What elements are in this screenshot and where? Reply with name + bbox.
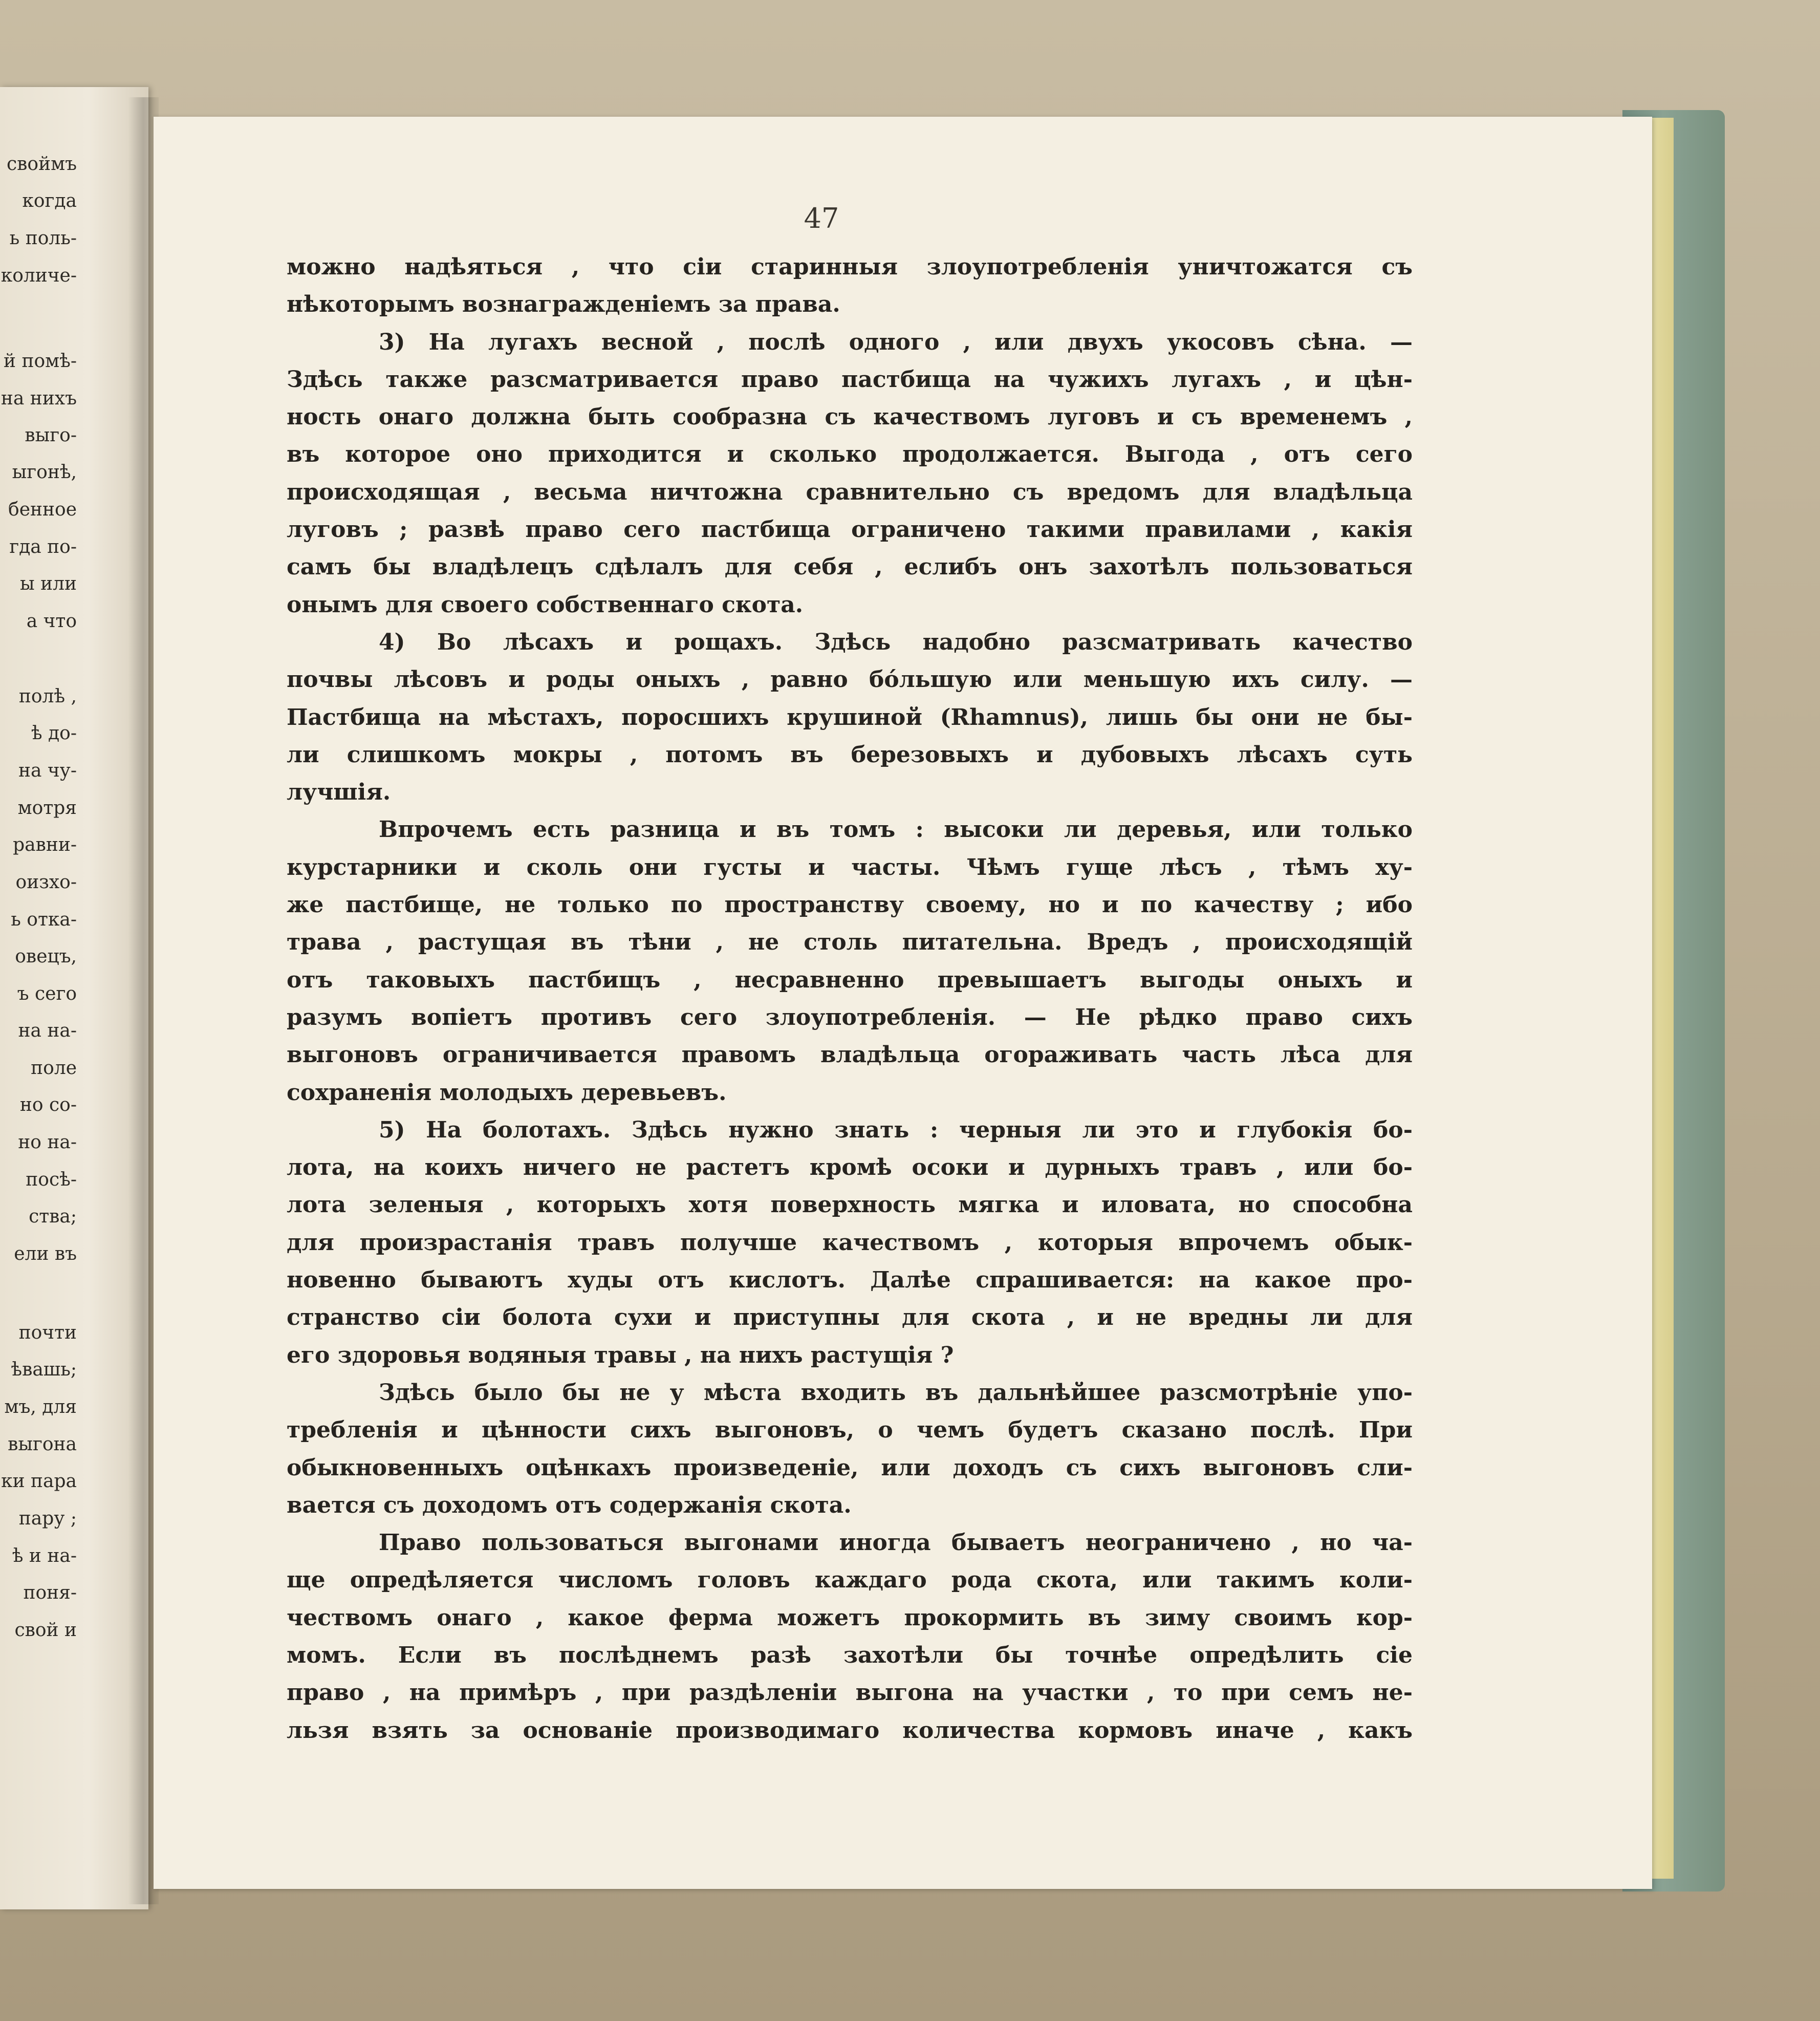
text-line: 4) Во лѣсахъ и рощахъ. Здѣсь надобно разсматривать качество: [379, 629, 1413, 655]
left-page-text-fragment: ь отка-: [11, 909, 77, 930]
text-line: его здоровья водяныя травы , на нихъ растущія ?: [287, 1342, 954, 1368]
text-line: обыкновенныхъ оцѣнкахъ произведеніе, или доходъ съ сихъ выгоновъ сли-: [287, 1454, 1413, 1481]
text-line: луговъ ; развѣ право сего пастбища ограничено такими правилами , какія: [287, 517, 1413, 543]
text-line: Право пользоваться выгонами иногда бываетъ неограничено , но ча-: [379, 1530, 1413, 1556]
left-page-text-fragment: бенное: [8, 499, 77, 520]
left-page-text-fragment: поле: [31, 1058, 77, 1079]
left-page-text-fragment: ѣ до-: [31, 723, 77, 744]
text-line: же пастбище, не только по пространству своему, но и по качеству ; ибо: [287, 892, 1413, 918]
text-line: въ которое оно приходится и сколько продолжается. Выгода , отъ сего: [287, 441, 1413, 468]
text-line: разумъ вопіетъ противъ сего злоупотребленія. — Не рѣдко право сихъ: [287, 1004, 1413, 1030]
text-line: отъ таковыхъ пастбищъ , несравненно превышаетъ выгоды оныхъ и: [287, 966, 1413, 993]
text-line: требленія и цѣнности сихъ выгоновъ, о чемъ будетъ сказано послѣ. При: [287, 1417, 1413, 1444]
text-line: лота зеленыя , которыхъ хотя поверхность мягка и иловата, но способна: [287, 1192, 1413, 1218]
text-line: лучшія.: [287, 779, 391, 806]
left-page-text-fragment: своймъ: [6, 154, 77, 175]
text-line: ность онаго должна быть сообразна съ качествомъ луговъ и съ временемъ ,: [287, 404, 1413, 431]
text-line: сохраненія молодыхъ деревьевъ.: [287, 1079, 727, 1106]
left-page-edge: [0, 87, 148, 1909]
text-line: право , на примѣръ , при раздѣленіи выгона на участки , то при семъ не-: [287, 1680, 1413, 1706]
left-page-text-fragment: ѣвашь;: [11, 1359, 77, 1380]
left-page-text-fragment: гда по-: [9, 536, 77, 557]
left-page-text-fragment: ы или: [20, 573, 77, 594]
text-line: 5) На болотахъ. Здѣсь нужно знать : черныя ли это и глубокія бо-: [379, 1116, 1413, 1143]
left-page-text-fragment: а что: [26, 611, 77, 632]
left-page-text-fragment: но на-: [18, 1132, 77, 1153]
text-line: новенно бываютъ худы отъ кислотъ. Далѣе спрашивается: на какое про-: [287, 1267, 1413, 1294]
left-page-text-fragment: на чу-: [18, 760, 77, 781]
text-line: льзя взять за основаніе производимаго количества кормовъ иначе , какъ: [287, 1717, 1413, 1744]
text-line: выгоновъ ограничивается правомъ владѣльца огораживать часть лѣса для: [287, 1042, 1413, 1068]
page-number: 47: [804, 202, 839, 234]
left-page-text-fragment: полѣ ,: [18, 686, 77, 707]
text-line: для произрастанія травъ получше качествомъ , которыя впрочемъ обык-: [287, 1229, 1413, 1256]
text-line: нѣкоторымъ вознагражденіемъ за права.: [287, 291, 840, 318]
text-line: 3) На лугахъ весной , послѣ одного , или двухъ укосовъ сѣна. —: [379, 329, 1413, 355]
text-line: самъ бы владѣлецъ сдѣлалъ для себя , еслибъ онъ захотѣлъ пользоваться: [287, 554, 1413, 580]
text-line: Пастбища на мѣстахъ, поросшихъ крушиной (Rhamnus), лишь бы они не бы-: [287, 704, 1413, 730]
text-line: ли слишкомъ мокры , потомъ въ березовыхъ и дубовыхъ лѣсахъ суть: [287, 741, 1413, 768]
left-page-text-fragment: ъ сего: [17, 983, 77, 1004]
left-page-text-fragment: ь поль-: [9, 228, 77, 249]
left-page-text-fragment: ѣ и на-: [12, 1545, 77, 1566]
left-page-text-fragment: ыгонѣ,: [12, 462, 77, 483]
left-page-text-fragment: но со-: [19, 1094, 77, 1115]
text-line: вается съ доходомъ отъ содержанія скота.: [287, 1492, 852, 1518]
text-line: онымъ для своего собственнаго скота.: [287, 591, 804, 618]
left-page-text-fragment: поня-: [23, 1582, 77, 1603]
left-page-text-fragment: на на-: [18, 1020, 77, 1041]
left-page-text-fragment: свой и: [14, 1620, 77, 1641]
left-page-text-fragment: мотря: [17, 798, 77, 819]
text-line: можно надѣяться , что сіи старинныя злоупотребленія уничтожатся съ: [287, 254, 1413, 280]
left-page-text-fragment: равни-: [13, 834, 77, 855]
left-page-text-fragment: оизхо-: [15, 872, 77, 893]
left-page-text-fragment: выго-: [25, 425, 77, 446]
text-line: момъ. Если въ послѣднемъ разѣ захотѣли бы точнѣе опредѣлить сіе: [287, 1642, 1413, 1668]
text-line: трава , растущая въ тѣни , не столь питательна. Вредъ , происходящій: [287, 929, 1413, 956]
left-page-text-fragment: выгона: [8, 1434, 77, 1455]
text-line: лота, на коихъ ничего не растетъ кромѣ осоки и дурныхъ травъ , или бо-: [287, 1154, 1413, 1181]
text-line: почвы лѣсовъ и роды оныхъ , равно бо́льшую или меньшую ихъ силу. —: [287, 666, 1413, 693]
left-page-text-fragment: й помѣ-: [4, 351, 77, 372]
text-line: Здѣсь также разсматривается право пастбища на чужихъ лугахъ , и цѣн-: [287, 366, 1413, 393]
left-page-text-fragment: овецъ,: [15, 946, 77, 967]
text-line: курстарники и сколь они густы и часты. Чѣмъ гуще лѣсъ , тѣмъ ху-: [287, 854, 1413, 880]
left-page-text-fragment: пару ;: [18, 1508, 77, 1529]
left-page-text-fragment: на нихъ: [1, 388, 77, 409]
text-line: чествомъ онаго , какое ферма можетъ прокормить въ зиму своимъ кор-: [287, 1604, 1413, 1631]
text-line: ще опредѣляется числомъ головъ каждаго рода скота, или такимъ коли-: [287, 1567, 1413, 1594]
left-page-text-fragment: количе-: [1, 265, 77, 286]
left-page-text-fragment: ства;: [29, 1206, 77, 1227]
left-page-text-fragment: ели въ: [14, 1243, 77, 1264]
body-text: [287, 248, 1413, 1749]
text-line: Здѣсь было бы не у мѣста входить въ дальнѣйшее разсмотрѣніе упо-: [379, 1379, 1413, 1406]
left-page-text-fragment: когда: [22, 190, 77, 211]
text-line: Впрочемъ есть разница и въ томъ : высоки ли деревья, или только: [379, 816, 1413, 843]
left-page-text-fragment: почти: [18, 1322, 77, 1343]
left-page-text-fragment: посѣ-: [26, 1169, 77, 1190]
left-page-text-fragment: мъ, для: [4, 1396, 77, 1417]
left-page-text-fragment: ки пара: [1, 1471, 77, 1492]
text-line: происходящая , весьма ничтожна сравнительно съ вредомъ для владѣльца: [287, 479, 1413, 505]
text-line: странство сіи болота сухи и приступны для скота , и не вредны ли для: [287, 1304, 1413, 1331]
